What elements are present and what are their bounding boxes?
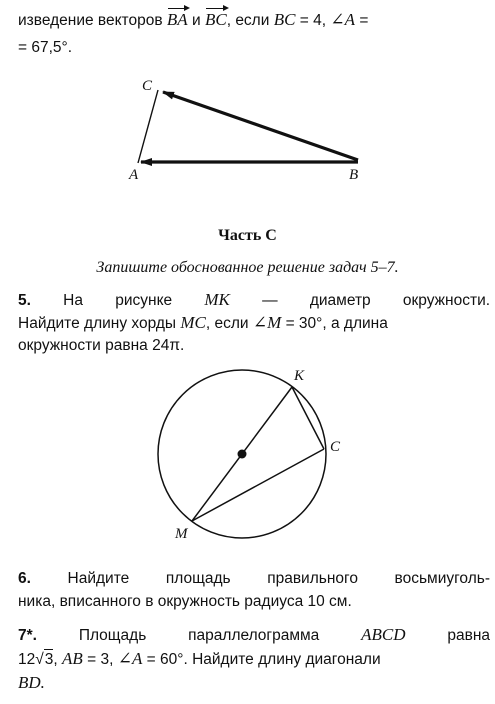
task5-line-1 — [18, 290, 490, 311]
text-fragment: , если — [205, 315, 249, 332]
task5-line-3 — [18, 336, 490, 356]
text-fragment: ника, вписанного в окружность радиуса 10 см. — [18, 593, 352, 610]
parallelogram-abcd-label: ABCD — [361, 625, 406, 644]
text-fragment: = 3, — [87, 651, 114, 668]
text-fragment: окружности. — [402, 292, 491, 309]
task5-line-2 — [18, 313, 490, 334]
vector-b-to-c — [163, 92, 358, 160]
sqrt-sign: √ — [35, 651, 44, 668]
point-label-k: K — [294, 368, 305, 384]
chord-kc — [292, 387, 324, 449]
task7-line-3 — [18, 673, 490, 694]
text-fragment: изведение векторов — [18, 12, 163, 29]
text-fragment: Найдите — [67, 570, 130, 587]
text-fragment: = 30°, а длина — [285, 315, 388, 332]
chord-mc-label: MC — [180, 313, 206, 332]
text-fragment: = 67,5°. — [18, 39, 73, 56]
side-ab-label: AB — [62, 649, 83, 668]
task6-line-2 — [18, 592, 490, 612]
center-point — [238, 450, 247, 459]
vertex-label-b: B — [349, 167, 359, 183]
text-fragment: = 60°. Найдите длину диагонали — [146, 651, 381, 668]
text-fragment: рисунке — [115, 292, 173, 309]
angle-a-label: ∠A — [330, 10, 355, 29]
angle-a-label: ∠A — [117, 649, 143, 668]
part-c-instruction: Запишите обоснованное решение задач 5–7. — [96, 259, 399, 276]
circle-figure — [0, 360, 495, 550]
task7-line-1 — [18, 625, 490, 646]
vertex-label-c: C — [142, 78, 153, 94]
text-fragment: диаметр — [309, 292, 371, 309]
task6-line-1 — [18, 569, 490, 589]
triangle-figure — [0, 60, 495, 190]
text-fragment: — — [262, 292, 278, 309]
text-fragment: и — [191, 12, 201, 29]
vector-bc: BC — [205, 10, 227, 30]
vector-ba: BA — [167, 10, 188, 30]
point-label-c: C — [330, 439, 341, 455]
task7-number: 7*. — [18, 627, 37, 644]
vertex-label-a: A — [129, 167, 139, 183]
segment-ac — [138, 90, 158, 163]
part-c-heading: Часть С — [218, 227, 277, 244]
text-fragment: = — [359, 12, 369, 29]
text-fragment: окружности равна 24π. — [18, 337, 185, 354]
angle-m-label: ∠M — [252, 313, 282, 332]
text-fragment: , если — [226, 12, 270, 29]
text-fragment: , — [53, 651, 58, 668]
top-line-1 — [18, 10, 490, 31]
text-fragment: На — [63, 292, 83, 309]
sqrt-radicand: 3 — [44, 651, 54, 668]
text-fragment: Найдите длину хорды — [18, 315, 177, 332]
diagonal-bd-label: BD. — [18, 673, 45, 692]
text-fragment: восьмиуголь- — [394, 570, 490, 587]
task6-number: 6. — [18, 570, 31, 587]
text-fragment: Площадь — [78, 627, 147, 644]
text-fragment: = 4, — [299, 12, 327, 29]
text-fragment: площадь — [165, 570, 231, 587]
text-fragment: 12 — [18, 651, 36, 668]
task7-line-2 — [18, 649, 490, 670]
top-line-2 — [18, 38, 490, 58]
point-label-m: M — [175, 526, 188, 542]
diameter-mk-label: MK — [204, 290, 230, 309]
task5-number: 5. — [18, 292, 31, 309]
segment-bc-label: BC — [273, 10, 296, 29]
text-fragment: параллелограмма — [188, 627, 320, 644]
text-fragment: правильного — [267, 570, 358, 587]
text-fragment: равна — [447, 627, 490, 644]
